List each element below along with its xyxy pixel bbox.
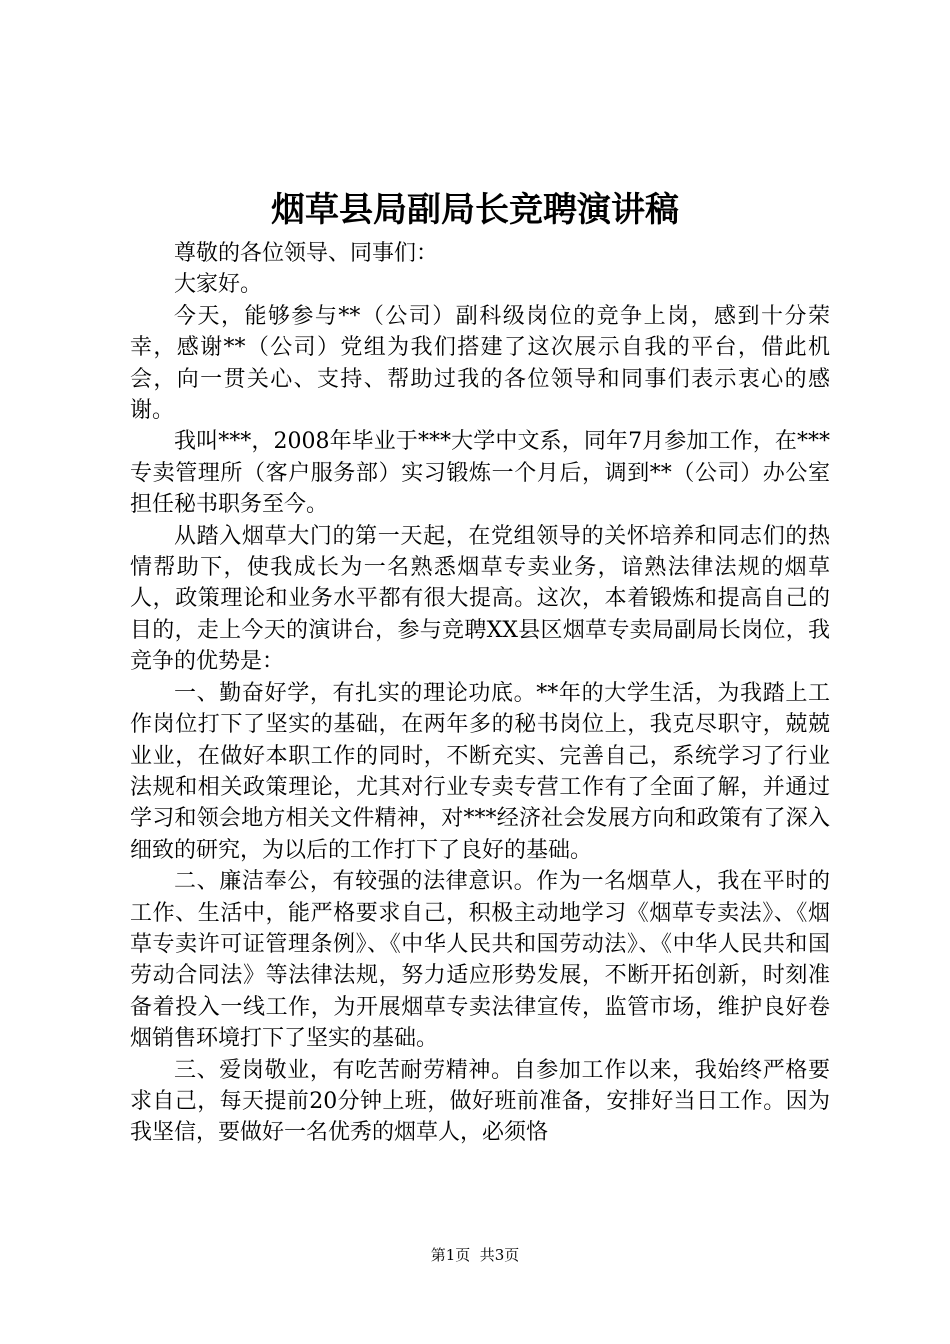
paragraph-advantage-two: 二、廉洁奉公，有较强的法律意识。作为一名烟草人，我在平时的工作、生活中，能严格要求自己，积极主动地学习《烟草专卖法》、《烟草专卖许可证管理条例》、《中华人民共和国劳动法》、《中华人民共和国劳动合同法》等法律法规，努力适应形势发展，不断开拓创新，时刻准备着投入一线工作，为开展烟草专卖法律宣传，监管市场，维护良好卷烟销售环境打下了坚实的基础。 xyxy=(130,869,830,1052)
paragraph-growth: 从踏入烟草大门的第一天起，在党组领导的关怀培养和同志们的热情帮助下，使我成长为一名熟悉烟草专卖业务，谙熟法律法规的烟草人，政策理论和业务水平都有很大提高。这次，本着锻炼和提高自己的目的，走上今天的演讲台，参与竞聘XX县区烟草专卖局副局长岗位，我竞争的优势是： xyxy=(130,523,830,675)
salutation: 尊敬的各位领导、同事们： xyxy=(174,241,439,266)
document-title: 烟草县局副局长竞聘演讲稿 xyxy=(271,190,679,230)
greeting: 大家好。 xyxy=(174,272,263,298)
paragraph-advantage-one: 一、勤奋好学，有扎实的理论功底。**年的大学生活，为我踏上工作岗位打下了坚实的基础，在两年多的秘书岗位上，我克尽职守，兢兢业业，在做好本职工作的同时，不断充实、完善自己，系统学习了行业法规和相关政策理论，尤其对行业专卖专营工作有了全面了解，并通过学习和领会地方相关文件精神，对***经济社会发展方向和政策有了深入细致的研究，为以后的工作打下了良好的基础。 xyxy=(130,680,830,863)
paragraph-self-introduction: 我叫***，2008年毕业于***大学中文系，同年7月参加工作，在***专卖管理所（客户服务部）实习锻炼一个月后，调到**（公司）办公室担任秘书职务至今。 xyxy=(130,429,830,518)
document-body xyxy=(130,238,830,1149)
paragraph-advantage-three: 三、爱岗敬业，有吃苦耐劳精神。自参加工作以来，我始终严格要求自己，每天提前20分钟上班，做好班前准备，安排好当日工作。因为我坚信，要做好一名优秀的烟草人，必须恪 xyxy=(130,1057,830,1146)
paragraph-intro: 今天，能够参与**（公司）副科级岗位的竞争上岗，感到十分荣幸，感谢**（公司）党组为我们搭建了这次展示自我的平台，借此机会，向一贯关心、支持、帮助过我的各位领导和同事们表示衷心的感谢。 xyxy=(130,303,830,424)
page-footer xyxy=(0,1243,950,1267)
page-number-label: 第1页 共3页 xyxy=(430,1246,520,1264)
